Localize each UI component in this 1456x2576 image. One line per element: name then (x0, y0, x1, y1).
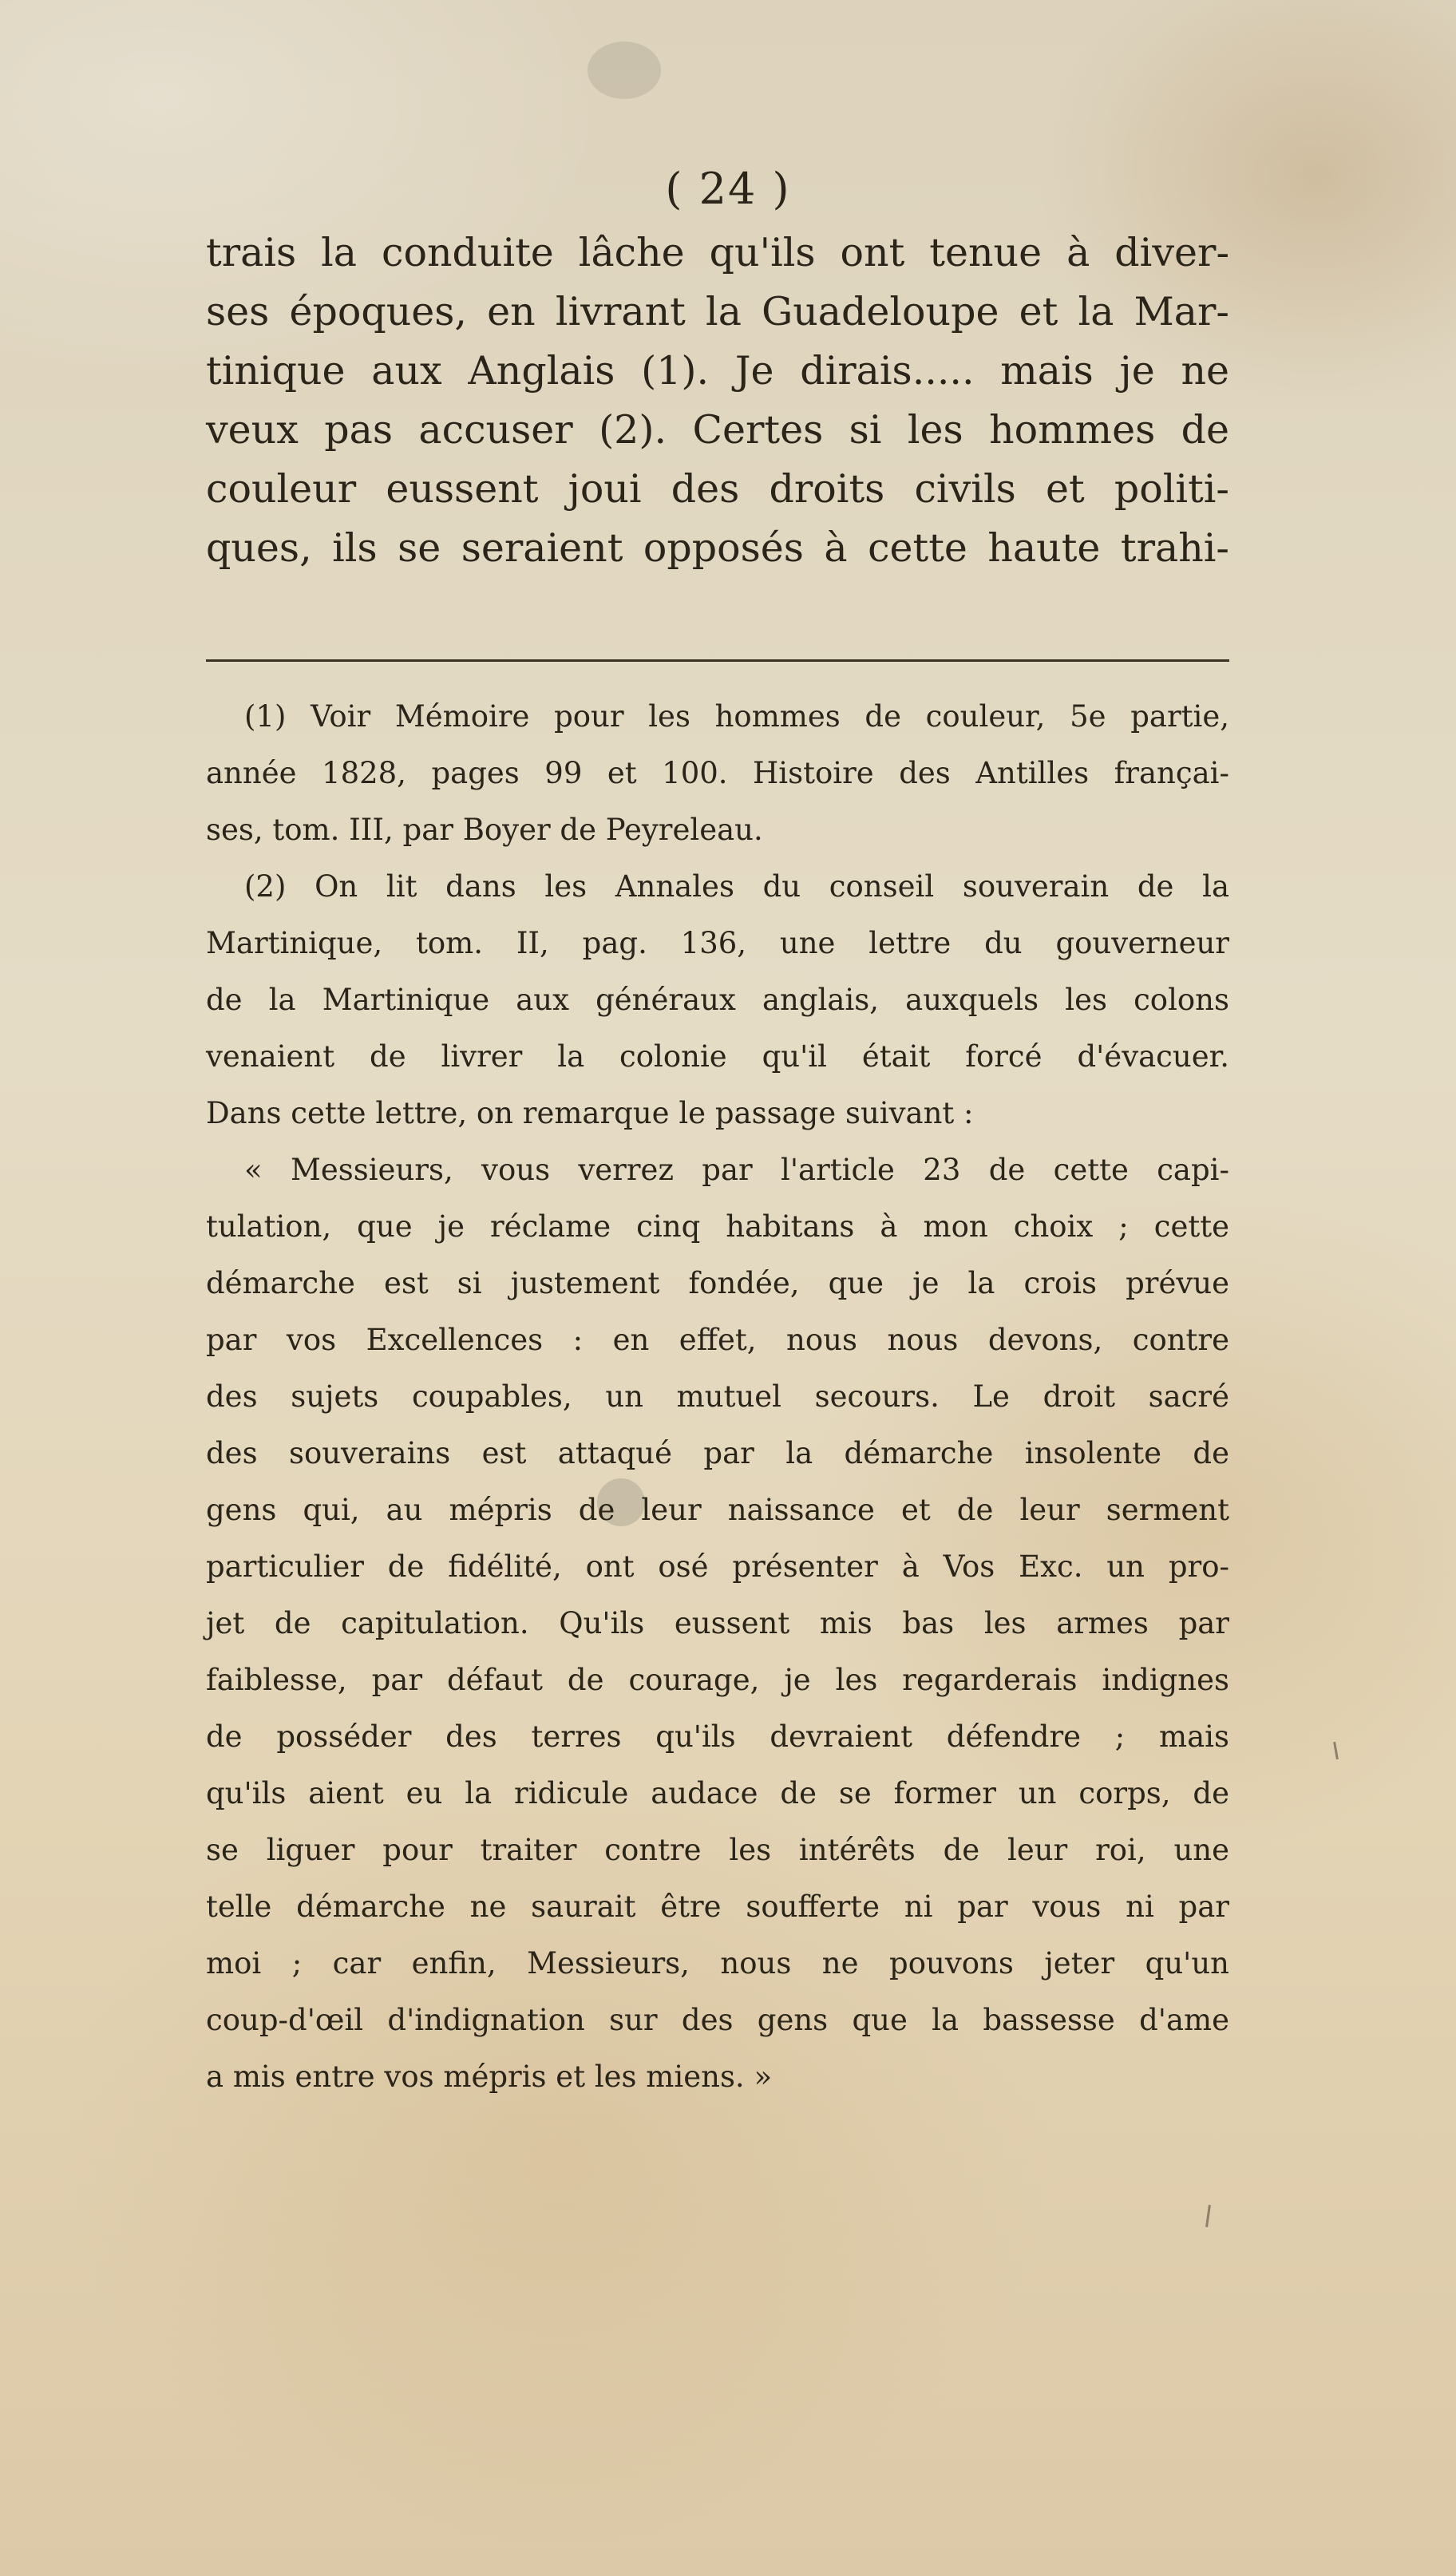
footnotes (206, 688, 1229, 2105)
footnote-line: Martinique, tom. II, pag. 136, une lettre du gouverneur (206, 926, 1229, 960)
footnote-line: se liguer pour traiter contre les intérêts de leur roi, une (206, 1833, 1229, 1867)
main-text-line: ses époques, en livrant la Guadeloupe et la Mar- (206, 289, 1229, 334)
footnote-line: coup-d'œil d'indignation sur des gens que la bassesse d'ame (206, 2003, 1229, 2037)
footnote-separator-rule (206, 659, 1229, 662)
footnote-line: particulier de fidélité, ont osé présenter à Vos Exc. un pro- (206, 1549, 1229, 1584)
main-text-line: tinique aux Anglais (1). Je dirais..... mais je ne (206, 348, 1229, 394)
footnote-line: « Messieurs, vous verrez par l'article 23 de cette capi- (244, 1153, 1229, 1187)
footnote-line: telle démarche ne saurait être soufferte ni par vous ni par (206, 1889, 1229, 1924)
footnote-line: jet de capitulation. Qu'ils eussent mis bas les armes par (206, 1606, 1229, 1640)
footnote-line: par vos Excellences : en effet, nous nous devons, contre (206, 1323, 1229, 1357)
footnote-line: démarche est si justement fondée, que je la crois prévue (206, 1266, 1229, 1300)
footnote-line: a mis entre vos mépris et les miens. » (206, 2060, 773, 2094)
footnote-line: année 1828, pages 99 et 100. Histoire des Antilles françai- (206, 756, 1229, 790)
main-text (206, 224, 1229, 578)
ink-mark (1333, 1742, 1339, 1759)
footnote-line: ses, tom. III, par Boyer de Peyreleau. (206, 813, 763, 847)
footnote-line: faiblesse, par défaut de courage, je les regarderais indignes (206, 1663, 1229, 1697)
page-number: ( 24 ) (665, 164, 791, 214)
footnote-line: (2) On lit dans les Annales du conseil souverain de la (244, 869, 1229, 904)
footnote-line: de la Martinique aux généraux anglais, auxquels les colons (206, 983, 1229, 1017)
footnote-line: moi ; car enfin, Messieurs, nous ne pouvons jeter qu'un (206, 1946, 1229, 1980)
footnote-line: Dans cette lettre, on remarque le passage suivant : (206, 1096, 974, 1130)
footnote-line: des sujets coupables, un mutuel secours. Le droit sacré (206, 1379, 1229, 1414)
footnote-line: (1) Voir Mémoire pour les hommes de couleur, 5e partie, (244, 699, 1229, 734)
ink-mark (1205, 2205, 1211, 2227)
footnote-line: des souverains est attaqué par la démarche insolente de (206, 1436, 1229, 1470)
main-text-line: trais la conduite lâche qu'ils ont tenue à diver- (206, 230, 1229, 275)
footnote-line: qu'ils aient eu la ridicule audace de se former un corps, de (206, 1776, 1229, 1810)
main-text-line: couleur eussent joui des droits civils et politi- (206, 466, 1229, 512)
footnote-line: gens qui, au mépris de leur naissance et de leur serment (206, 1493, 1229, 1527)
footnote-line: de posséder des terres qu'ils devraient défendre ; mais (206, 1719, 1229, 1754)
footnote-line: venaient de livrer la colonie qu'il était forcé d'évacuer. (206, 1039, 1229, 1074)
main-text-line: veux pas accuser (2). Certes si les hommes de (206, 407, 1229, 453)
footnote-line: tulation, que je réclame cinq habitans à mon choix ; cette (206, 1209, 1229, 1244)
stain-spot (588, 42, 661, 99)
main-text-line: ques, ils se seraient opposés à cette haute trahi- (206, 525, 1229, 571)
